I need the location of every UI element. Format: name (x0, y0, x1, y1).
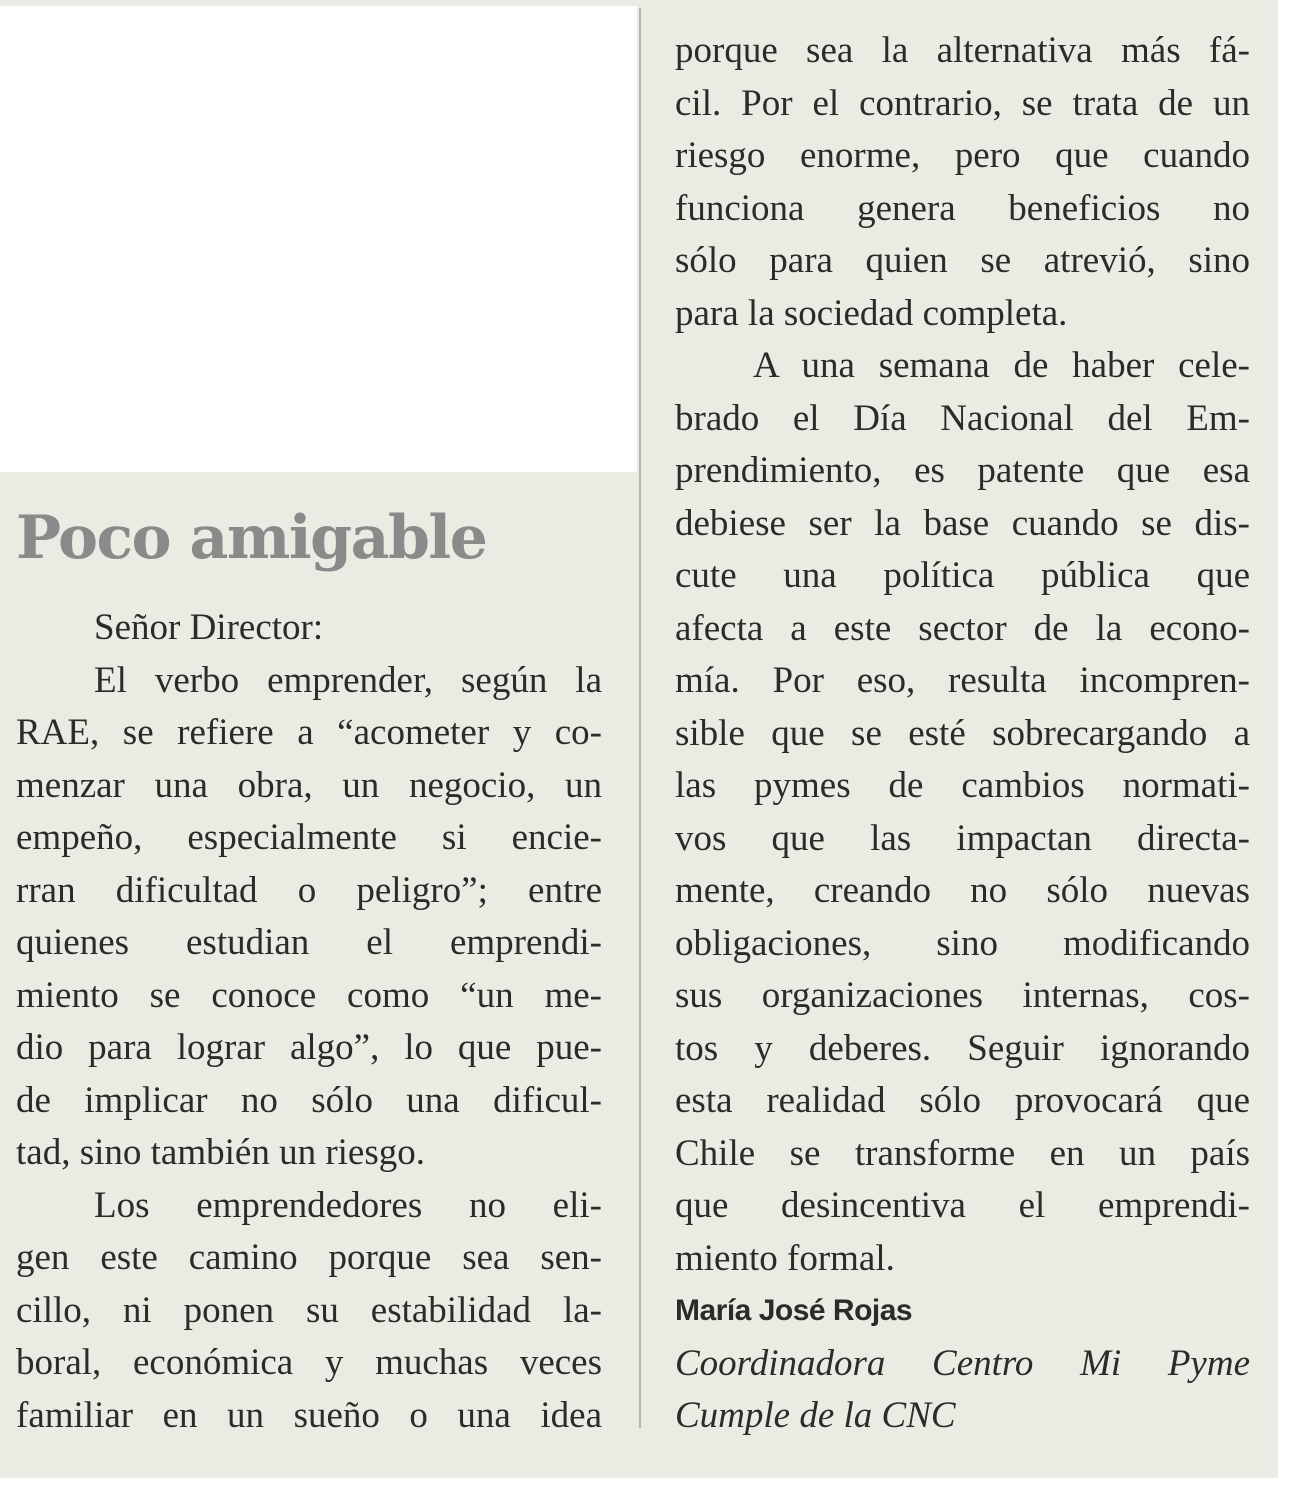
body-line: miento formal. (675, 1237, 895, 1279)
body-line: que desincentiva el emprendi- (675, 1185, 1250, 1226)
body-line: Chile se transforme en un país (675, 1132, 1250, 1174)
letter-right-column (675, 25, 1250, 1443)
body-line: para la sociedad completa. (675, 292, 1068, 334)
body-line: cil. Por el contrario, se trata de un (675, 82, 1250, 124)
body-line: rran dificultad o peligro”; entre (16, 869, 602, 911)
body-line: sible que se esté sobrecargando a (675, 712, 1250, 754)
body-line: quienes estudian el emprendi- (16, 922, 602, 963)
body-line: cillo, ni ponen su estabilidad la- (16, 1289, 602, 1331)
blank-image-area (0, 6, 637, 472)
salutation: Señor Director: (94, 607, 324, 648)
body-line: cute una política pública que (675, 555, 1250, 596)
body-line: afecta a este sector de la econo- (675, 607, 1250, 649)
body-line: boral, económica y muchas veces (16, 1342, 602, 1383)
body-line: de implicar no sólo una dificul- (16, 1079, 602, 1121)
body-line: debiese ser la base cuando se dis- (675, 502, 1250, 544)
signature-role: Coordinadora Centro Mi Pyme (675, 1342, 1250, 1384)
body-line: RAE, se refiere a “acometer y co- (16, 712, 602, 753)
body-line: menzar una obra, un negocio, un (16, 764, 602, 806)
body-line: porque sea la alternativa más fá- (675, 30, 1250, 71)
body-line: sus organizaciones internas, cos- (675, 975, 1250, 1016)
body-line: dio para lograr algo”, lo que pue- (16, 1027, 602, 1068)
body-line: funciona genera beneficios no (675, 187, 1250, 229)
body-line: empeño, especialmente si encie- (16, 817, 602, 858)
body-line: tad, sino también un riesgo. (16, 1132, 425, 1173)
body-line: vos que las impactan directa- (675, 817, 1250, 859)
body-line: sólo para quien se atrevió, sino (675, 240, 1250, 281)
body-line: las pymes de cambios normati- (675, 765, 1250, 806)
column-divider (639, 8, 641, 1428)
body-line: miento se conoce como “un me- (16, 974, 602, 1016)
body-line: A una semana de haber cele- (753, 345, 1250, 386)
letter-title: Poco amigable (16, 503, 487, 573)
body-line: riesgo enorme, pero que cuando (675, 135, 1250, 176)
body-line: esta realidad sólo provocará que (675, 1080, 1250, 1121)
letter-left-column (16, 602, 602, 1442)
body-line: obligaciones, sino modificando (675, 922, 1250, 964)
signature-name: María José Rojas (675, 1294, 913, 1327)
body-line: mía. Por eso, resulta incompren- (675, 660, 1250, 701)
body-line: Los emprendedores no eli- (94, 1184, 602, 1226)
body-line: El verbo emprender, según la (94, 659, 602, 701)
body-line: brado el Día Nacional del Em- (675, 397, 1250, 439)
body-line: familiar en un sueño o una idea (16, 1394, 602, 1436)
body-line: mente, creando no sólo nuevas (675, 870, 1250, 911)
signature-organization: Cumple de la CNC (675, 1395, 956, 1436)
body-line: prendimiento, es patente que esa (675, 450, 1250, 491)
body-line: tos y deberes. Seguir ignorando (675, 1027, 1250, 1069)
body-line: gen este camino porque sea sen- (16, 1237, 602, 1278)
